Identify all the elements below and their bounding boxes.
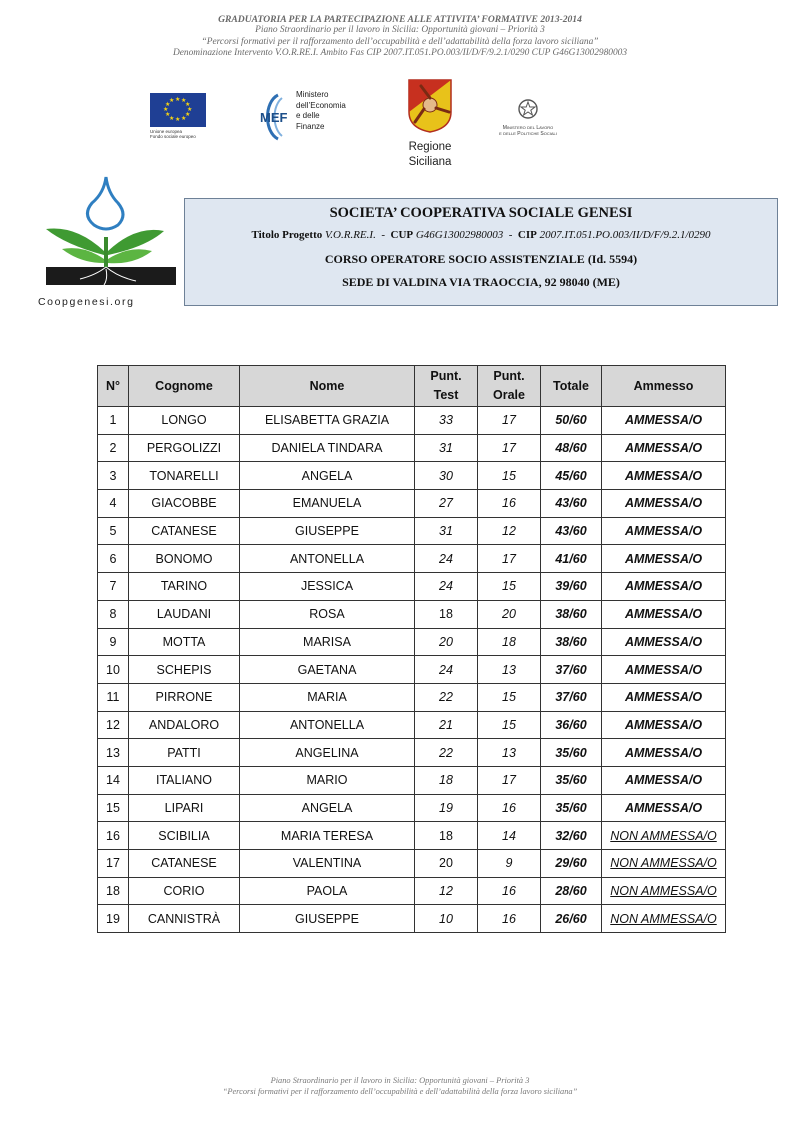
row-ammesso: AMMESSA/O xyxy=(602,600,726,628)
row-nome: ANGELA xyxy=(240,462,415,490)
row-cognome: CATANESE xyxy=(129,517,240,545)
titolo-label: Titolo Progetto xyxy=(251,229,323,241)
eu-caption-line-1: Unione europea xyxy=(150,129,183,134)
row-number: 4 xyxy=(98,490,129,518)
row-cognome: ITALIANO xyxy=(129,766,240,794)
row-cognome: CANNISTRÀ xyxy=(129,905,240,933)
table-row xyxy=(98,517,726,545)
row-number: 14 xyxy=(98,766,129,794)
col-header-nome: Nome xyxy=(240,366,415,407)
row-ammesso: NON AMMESSA/O xyxy=(602,877,726,905)
row-nome: EMANUELA xyxy=(240,490,415,518)
header-subtitle: “Percorsi formativi per il rafforzamento dell’occupabilità e dell’adattabilità della forza lavoro siciliana” xyxy=(201,36,599,47)
row-nome: PAOLA xyxy=(240,877,415,905)
row-totale: 36/60 xyxy=(541,711,602,739)
row-cognome: BONOMO xyxy=(129,545,240,573)
row-ammesso: AMMESSA/O xyxy=(602,573,726,601)
row-punt-test: 18 xyxy=(415,600,478,628)
project-banner xyxy=(184,198,778,306)
row-ammesso: AMMESSA/O xyxy=(602,683,726,711)
row-nome: MARIO xyxy=(240,766,415,794)
mef-logo xyxy=(258,88,348,146)
row-ammesso: AMMESSA/O xyxy=(602,434,726,462)
ministero-lavoro-logo xyxy=(496,98,560,137)
table-row xyxy=(98,766,726,794)
col-header-punt-orale-line-2: Orale xyxy=(493,388,525,402)
ministero-line-2: e delle Politiche Sociali xyxy=(499,131,557,137)
row-number: 13 xyxy=(98,739,129,767)
table-row xyxy=(98,683,726,711)
row-punt-test: 19 xyxy=(415,794,478,822)
header-title: GRADUATORIA PER LA PARTECIPAZIONE ALLE ATTIVITA’ FORMATIVE 2013-2014 xyxy=(218,14,582,25)
row-punt-test: 20 xyxy=(415,850,478,878)
row-ammesso: AMMESSA/O xyxy=(602,628,726,656)
header-programme: Piano Straordinario per il lavoro in Sicilia: Opportunità giovani – Priorità 3 xyxy=(255,25,545,36)
row-punt-orale: 16 xyxy=(478,905,541,933)
table-row xyxy=(98,711,726,739)
table-row xyxy=(98,794,726,822)
titolo-value: V.O.R.RE.I. xyxy=(325,229,376,241)
row-ammesso: AMMESSA/O xyxy=(602,407,726,435)
row-cognome: PIRRONE xyxy=(129,683,240,711)
row-totale: 38/60 xyxy=(541,600,602,628)
row-nome: ANTONELLA xyxy=(240,545,415,573)
mef-mark-text: MEF xyxy=(260,110,288,125)
cup-value: G46G13002980003 xyxy=(415,229,504,241)
row-punt-orale: 16 xyxy=(478,877,541,905)
row-punt-test: 33 xyxy=(415,407,478,435)
col-header-punt-test xyxy=(415,366,478,407)
regione-caption xyxy=(402,140,458,170)
col-header-ammesso: Ammesso xyxy=(602,366,726,407)
row-totale: 50/60 xyxy=(541,407,602,435)
cup-label: CUP xyxy=(390,229,414,241)
row-number: 6 xyxy=(98,545,129,573)
row-punt-test: 30 xyxy=(415,462,478,490)
row-ammesso: AMMESSA/O xyxy=(602,739,726,767)
mef-line-3: e delle Finanze xyxy=(296,111,325,131)
row-punt-test: 31 xyxy=(415,517,478,545)
table-row xyxy=(98,905,726,933)
row-punt-test: 31 xyxy=(415,434,478,462)
row-number: 1 xyxy=(98,407,129,435)
row-punt-test: 22 xyxy=(415,739,478,767)
row-punt-orale: 17 xyxy=(478,434,541,462)
row-punt-orale: 15 xyxy=(478,683,541,711)
course-title: CORSO OPERATORE SOCIO ASSISTENZIALE (Id. 5594) xyxy=(324,252,638,266)
eu-logo xyxy=(150,93,208,139)
row-punt-test: 18 xyxy=(415,822,478,850)
document-header xyxy=(0,14,800,59)
row-punt-orale: 13 xyxy=(478,656,541,684)
row-punt-orale: 17 xyxy=(478,407,541,435)
row-punt-test: 12 xyxy=(415,877,478,905)
trinacria-shield-icon xyxy=(407,78,453,133)
row-punt-test: 20 xyxy=(415,628,478,656)
row-number: 8 xyxy=(98,600,129,628)
ranking-table xyxy=(97,365,726,933)
row-cognome: CATANESE xyxy=(129,850,240,878)
table-row xyxy=(98,877,726,905)
row-number: 16 xyxy=(98,822,129,850)
table-row xyxy=(98,434,726,462)
plant-drop-icon xyxy=(36,175,182,291)
row-nome: DANIELA TINDARA xyxy=(240,434,415,462)
table-row xyxy=(98,490,726,518)
col-header-cognome: Cognome xyxy=(129,366,240,407)
row-cognome: TARINO xyxy=(129,573,240,601)
row-number: 7 xyxy=(98,573,129,601)
col-header-punt-test-line-1: Punt. xyxy=(430,369,462,383)
row-number: 5 xyxy=(98,517,129,545)
row-cognome: GIACOBBE xyxy=(129,490,240,518)
row-nome: ELISABETTA GRAZIA xyxy=(240,407,415,435)
row-cognome: LIPARI xyxy=(129,794,240,822)
row-ammesso: NON AMMESSA/O xyxy=(602,850,726,878)
row-totale: 43/60 xyxy=(541,517,602,545)
row-cognome: PERGOLIZZI xyxy=(129,434,240,462)
row-totale: 38/60 xyxy=(541,628,602,656)
row-punt-orale: 18 xyxy=(478,628,541,656)
regione-line-1: Regione xyxy=(408,141,452,153)
row-nome: GIUSEPPE xyxy=(240,517,415,545)
footer-subtitle: “Percorsi formativi per il rafforzamento dell’occupabilità e dell’adattabilità della forza lavoro siciliana” xyxy=(222,1086,578,1096)
row-number: 3 xyxy=(98,462,129,490)
row-punt-test: 27 xyxy=(415,490,478,518)
table-row xyxy=(98,407,726,435)
project-codes xyxy=(185,229,777,241)
table-body xyxy=(98,407,726,933)
row-totale: 26/60 xyxy=(541,905,602,933)
col-header-punt-orale-line-1: Punt. xyxy=(493,369,525,383)
document-footer xyxy=(0,1076,800,1097)
row-totale: 45/60 xyxy=(541,462,602,490)
row-ammesso: AMMESSA/O xyxy=(602,766,726,794)
row-number: 12 xyxy=(98,711,129,739)
row-cognome: SCIBILIA xyxy=(129,822,240,850)
row-totale: 48/60 xyxy=(541,434,602,462)
row-nome: VALENTINA xyxy=(240,850,415,878)
row-punt-orale: 15 xyxy=(478,711,541,739)
row-cognome: MOTTA xyxy=(129,628,240,656)
row-punt-test: 24 xyxy=(415,545,478,573)
mef-text xyxy=(296,90,348,132)
row-totale: 43/60 xyxy=(541,490,602,518)
row-totale: 32/60 xyxy=(541,822,602,850)
eu-caption xyxy=(150,129,208,139)
regione-siciliana-logo xyxy=(402,78,458,170)
row-punt-orale: 17 xyxy=(478,766,541,794)
row-number: 11 xyxy=(98,683,129,711)
header-intervention: Denominazione Intervento V.O.R.RE.I. Ambito Fas CIP 2007.IT.051.PO.003/II/D/F/9.2.1/0290 CUP G46G13002980003 xyxy=(172,47,628,58)
table-row xyxy=(98,573,726,601)
row-number: 18 xyxy=(98,877,129,905)
society-name: SOCIETA’ COOPERATIVA SOCIALE GENESI xyxy=(329,205,633,221)
row-punt-orale: 9 xyxy=(478,850,541,878)
row-totale: 39/60 xyxy=(541,573,602,601)
table-row xyxy=(98,600,726,628)
row-nome: GAETANA xyxy=(240,656,415,684)
row-nome: GIUSEPPE xyxy=(240,905,415,933)
col-header-punt-test-line-2: Test xyxy=(433,388,459,402)
row-cognome: TONARELLI xyxy=(129,462,240,490)
row-punt-orale: 12 xyxy=(478,517,541,545)
table-row xyxy=(98,850,726,878)
row-punt-orale: 16 xyxy=(478,490,541,518)
row-nome: MARISA xyxy=(240,628,415,656)
table-header-row xyxy=(98,366,726,407)
row-number: 10 xyxy=(98,656,129,684)
coopgenesi-caption: Coopgenesi.org xyxy=(38,296,135,308)
table-row xyxy=(98,822,726,850)
row-totale: 41/60 xyxy=(541,545,602,573)
ministero-line-1: Ministero del Lavoro xyxy=(502,125,554,131)
coopgenesi-logo xyxy=(36,175,182,308)
row-punt-test: 18 xyxy=(415,766,478,794)
row-totale: 35/60 xyxy=(541,794,602,822)
row-totale: 37/60 xyxy=(541,683,602,711)
separator: - xyxy=(508,229,513,241)
row-nome: MARIA TERESA xyxy=(240,822,415,850)
table-row xyxy=(98,628,726,656)
row-punt-orale: 15 xyxy=(478,573,541,601)
col-header-totale: Totale xyxy=(541,366,602,407)
row-number: 2 xyxy=(98,434,129,462)
ministero-caption xyxy=(496,125,560,137)
course-location: SEDE DI VALDINA VIA TRAOCCIA, 92 98040 (ME) xyxy=(342,275,620,289)
row-totale: 35/60 xyxy=(541,739,602,767)
eu-flag-icon: ★ ★ ★ ★ ★ ★ ★ ★ ★ ★ ★ ★ xyxy=(150,93,206,127)
row-cognome: PATTI xyxy=(129,739,240,767)
row-punt-test: 22 xyxy=(415,683,478,711)
row-cognome: LONGO xyxy=(129,407,240,435)
row-cognome: LAUDANI xyxy=(129,600,240,628)
col-header-number: N° xyxy=(98,366,129,407)
row-number: 19 xyxy=(98,905,129,933)
row-ammesso: AMMESSA/O xyxy=(602,711,726,739)
row-totale: 35/60 xyxy=(541,766,602,794)
footer-programme: Piano Straordinario per il lavoro in Sicilia: Opportunità giovani – Priorità 3 xyxy=(270,1076,530,1085)
row-nome: MARIA xyxy=(240,683,415,711)
row-ammesso: NON AMMESSA/O xyxy=(602,822,726,850)
cip-value: 2007.IT.051.PO.003/II/D/F/9.2.1/0290 xyxy=(539,229,711,241)
row-ammesso: AMMESSA/O xyxy=(602,656,726,684)
eu-caption-line-2: Fondo sociale europeo xyxy=(150,134,196,139)
row-punt-orale: 20 xyxy=(478,600,541,628)
mef-mark-icon xyxy=(258,92,298,142)
row-nome: ANGELA xyxy=(240,794,415,822)
separator: - xyxy=(381,229,385,241)
mef-line-1: Ministero xyxy=(296,90,329,99)
row-totale: 37/60 xyxy=(541,656,602,684)
row-number: 15 xyxy=(98,794,129,822)
row-punt-orale: 13 xyxy=(478,739,541,767)
row-number: 17 xyxy=(98,850,129,878)
row-nome: ANTONELLA xyxy=(240,711,415,739)
row-nome: JESSICA xyxy=(240,573,415,601)
row-cognome: SCHEPIS xyxy=(129,656,240,684)
col-header-punt-orale xyxy=(478,366,541,407)
row-ammesso: AMMESSA/O xyxy=(602,517,726,545)
row-ammesso: NON AMMESSA/O xyxy=(602,905,726,933)
table-row xyxy=(98,462,726,490)
cip-label: CIP xyxy=(517,229,537,241)
row-punt-test: 24 xyxy=(415,573,478,601)
row-ammesso: AMMESSA/O xyxy=(602,545,726,573)
row-totale: 28/60 xyxy=(541,877,602,905)
row-cognome: CORIO xyxy=(129,877,240,905)
row-punt-test: 24 xyxy=(415,656,478,684)
row-ammesso: AMMESSA/O xyxy=(602,794,726,822)
row-punt-test: 21 xyxy=(415,711,478,739)
row-punt-orale: 14 xyxy=(478,822,541,850)
row-number: 9 xyxy=(98,628,129,656)
table-row xyxy=(98,739,726,767)
row-nome: ROSA xyxy=(240,600,415,628)
table-row xyxy=(98,545,726,573)
row-totale: 29/60 xyxy=(541,850,602,878)
mef-line-2: dell’Economia xyxy=(296,100,346,110)
row-nome: ANGELINA xyxy=(240,739,415,767)
row-ammesso: AMMESSA/O xyxy=(602,490,726,518)
row-punt-orale: 17 xyxy=(478,545,541,573)
row-punt-orale: 15 xyxy=(478,462,541,490)
row-punt-orale: 16 xyxy=(478,794,541,822)
regione-line-2: Siciliana xyxy=(408,156,452,168)
row-cognome: ANDALORO xyxy=(129,711,240,739)
italian-emblem-icon xyxy=(517,98,539,120)
row-ammesso: AMMESSA/O xyxy=(602,462,726,490)
table-row xyxy=(98,656,726,684)
row-punt-test: 10 xyxy=(415,905,478,933)
